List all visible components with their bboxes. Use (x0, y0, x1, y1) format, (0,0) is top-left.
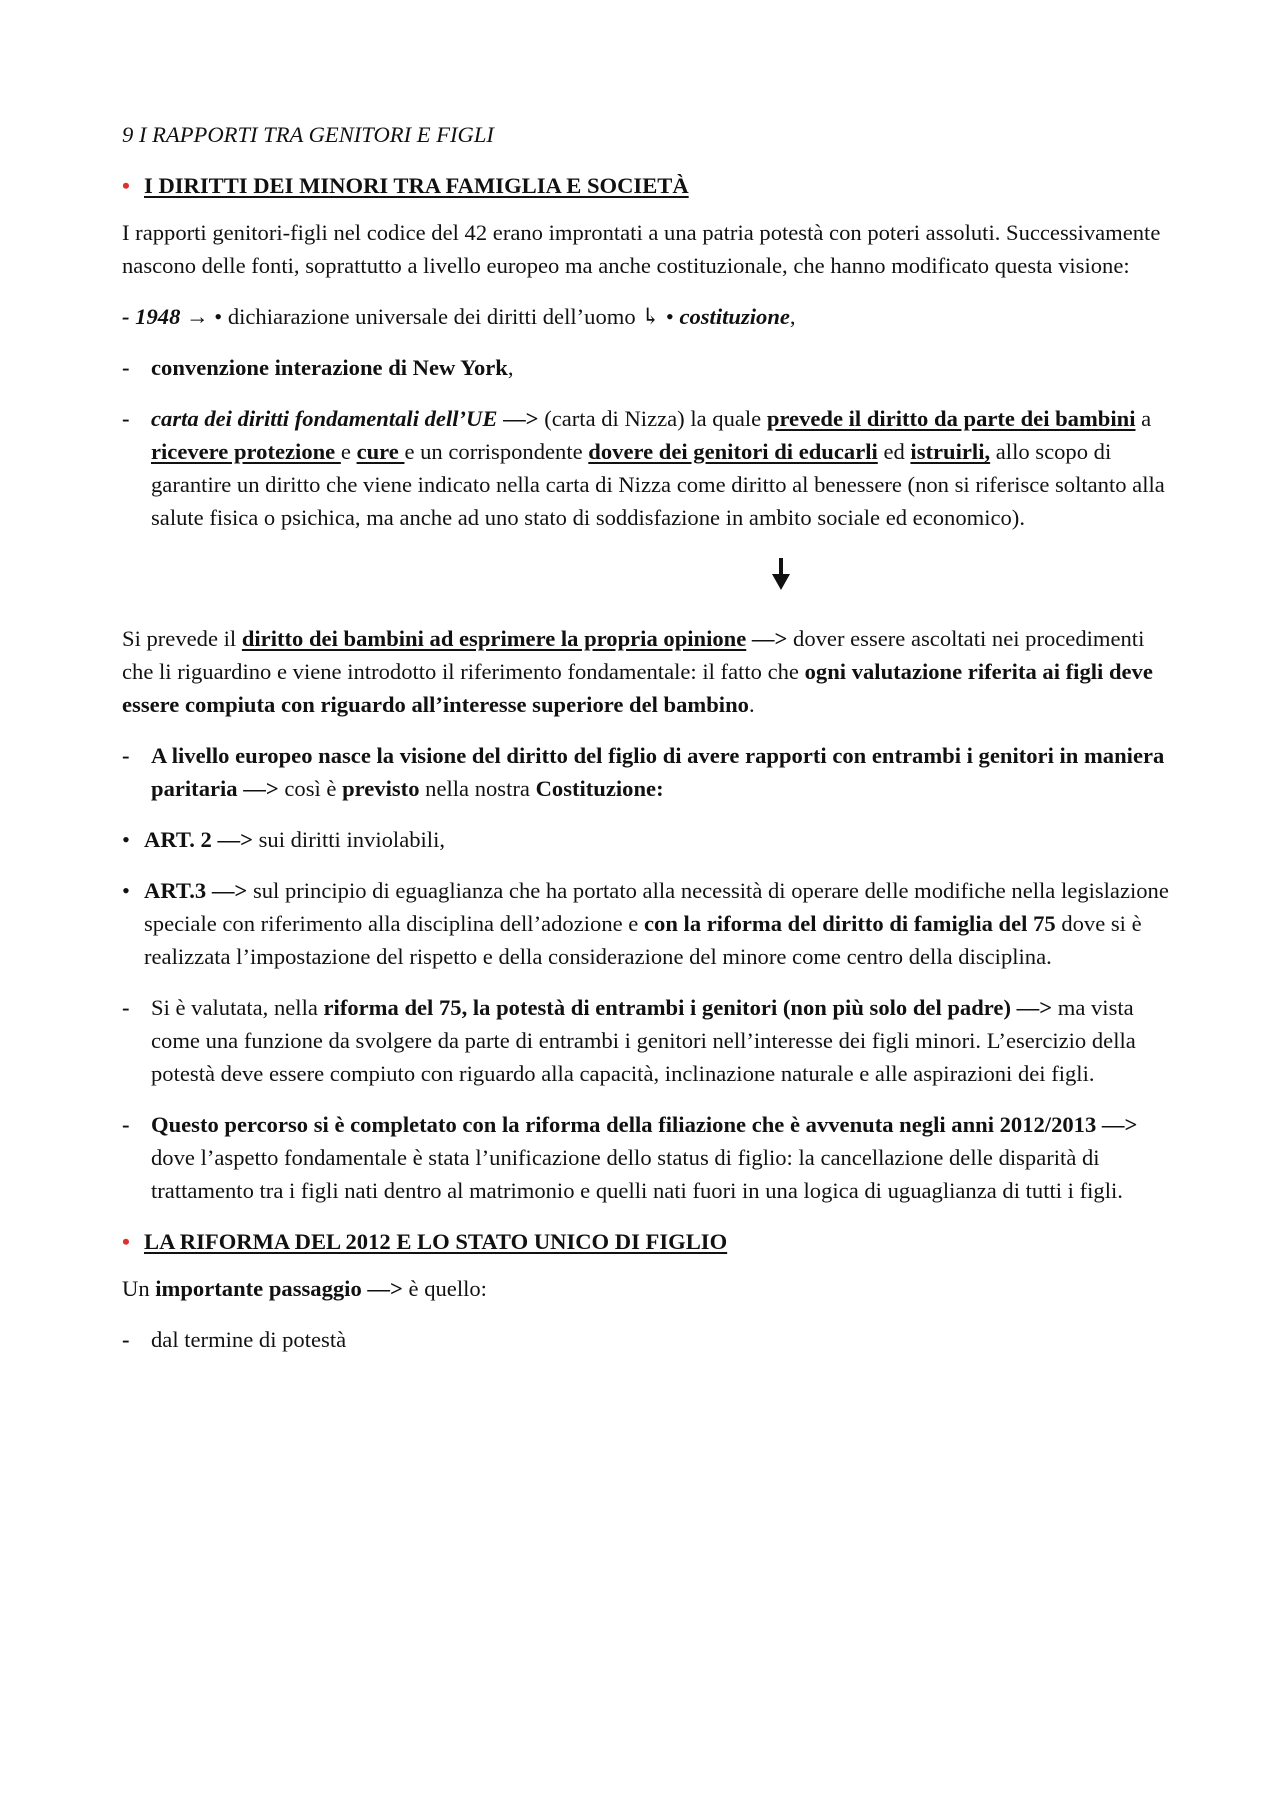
bold-valutazione: ogni valutazione riferita ai figli deve essere compiuta con riguardo all’interesse superiore del bambino (122, 659, 1153, 717)
year-1948: - 1948 (122, 304, 181, 329)
dash-icon: - (122, 406, 130, 431)
bold-costituzione: Costituzione: (535, 776, 664, 801)
underline-diritto-opinione: diritto dei bambini ad esprimere la propria opinione (241, 626, 747, 651)
art2-label: ART. 2 —> (144, 827, 253, 852)
right-arrow-icon: → • (180, 304, 228, 329)
bullet-icon: • (122, 827, 130, 852)
bold-previsto: previsto (342, 776, 420, 801)
comma: , (789, 304, 796, 329)
text-fragment: a (1135, 406, 1152, 431)
underline-ricevere-protezione: ricevere protezione (151, 439, 341, 464)
text-fragment: dove si è realizzata l’impostazione del rispetto e della considerazione del minore come centro della disciplina. (144, 911, 1142, 969)
page-title: 9 I RAPPORTI TRA GENITORI E FIGLI (122, 122, 494, 147)
section-heading-diritti-minori (122, 169, 1170, 202)
text-fragment: sui diritti inviolabili, (252, 827, 445, 852)
convenzione-text: convenzione interazione di New York (151, 355, 508, 380)
underline-dovere-genitori: dovere dei genitori di educarli (588, 439, 878, 464)
dash-icon: - (122, 995, 130, 1020)
document-content (122, 118, 1170, 1374)
text-fragment: allo scopo di garantire un diritto che viene indicato nella carta di Nizza come diritto al benessere (non si riferisce soltanto alla salute fisica o psichica, ma anche ad uno stato di soddisfazione in ambito sociale ed economico). (151, 439, 1165, 530)
text-fragment: dove l’aspetto fondamentale è stata l’unificazione dello status di figlio: la cancellazione delle disparità di trattamento tra i figli nati dentro al matrimonio e quelli nati fuori in una logica di uguaglianza di tutti i figli. (151, 1145, 1123, 1203)
down-arrow-icon (122, 550, 1170, 608)
bullet-icon: • (122, 878, 130, 903)
bullet-icon: • (660, 304, 680, 329)
list-item-art3 (122, 874, 1170, 973)
arrow-text: —> (497, 406, 545, 431)
underline-istruirli: istruirli, (910, 439, 991, 464)
list-item-riforma-filiazione (122, 1108, 1170, 1207)
text-fragment: è quello: (402, 1276, 487, 1301)
paragraph-passaggio (122, 1272, 1170, 1305)
list-item-livello-europeo (122, 739, 1170, 805)
underline-diritto-bambini: prevede il diritto da parte dei bambini (766, 406, 1136, 431)
dichiarazione-text: dichiarazione universale dei diritti dell’uomo (227, 304, 642, 329)
dash-icon: - (122, 1112, 130, 1137)
text-fragment: ma vista come una funzione da svolgere da parte di entrambi i genitori nell’interesse dei figli minori. L’esercizio della potestà deve essere compiuto con riguardo alla capacità, inclinazione naturale e alle aspirazioni dei figli. (151, 995, 1136, 1086)
list-item-convenzione (122, 351, 1170, 384)
arrow-text: —> (746, 626, 794, 651)
text-fragment: nella nostra (419, 776, 536, 801)
red-bullet-icon: • (122, 173, 130, 198)
text-fragment: e un corrispondente (404, 439, 589, 464)
comma: , (507, 355, 514, 380)
bold-livello-europeo: A livello europeo nasce la visione del diritto del figlio di avere rapporti con entrambi i genitori in maniera paritaria —> (151, 743, 1165, 801)
dash-icon: - (122, 743, 130, 768)
potesta-text: dal termine di potestà (151, 1327, 347, 1352)
dash-icon: - (122, 1327, 130, 1352)
bold-passaggio: importante passaggio —> (155, 1276, 403, 1301)
text-fragment: (carta di Nizza) la quale (544, 406, 767, 431)
underline-cure: cure (356, 439, 405, 464)
dash-icon: - (122, 355, 130, 380)
text-fragment: Un (122, 1276, 156, 1301)
text-fragment: Si è valutata, nella (151, 995, 324, 1020)
art3-label: ART.3 —> (144, 878, 248, 903)
text-fragment: e (340, 439, 357, 464)
hook-arrow-icon: ↳ (641, 304, 661, 329)
list-item-potesta (122, 1323, 1170, 1356)
text-fragment: così è (278, 776, 343, 801)
list-item-carta-diritti (122, 402, 1170, 534)
line-1948 (122, 300, 1170, 333)
text-fragment: sul principio di eguaglianza che ha portato alla necessità di operare delle modifiche nella legislazione speciale con riferimento alla disciplina dell’adozione e (144, 878, 1169, 936)
text-fragment: Si prevede il (122, 626, 242, 651)
list-item-art2 (122, 823, 1170, 856)
section-heading-riforma-2012 (122, 1225, 1170, 1258)
intro-paragraph: I rapporti genitori-figli nel codice del 42 erano improntati a una patria potestà con poteri assoluti. Successivamente nascono delle fonti, soprattutto a livello europeo ma anche costituzionale, che hanno modificato questa visione: (122, 220, 1161, 278)
bold-potesta-genitori: riforma del 75, la potestà di entrambi i genitori (non più solo del padre) —> (323, 995, 1053, 1020)
bold-riforma-75: con la riforma del diritto di famiglia del 75 (644, 911, 1056, 936)
paragraph-opinione (122, 622, 1170, 721)
section-heading-text: LA RIFORMA DEL 2012 E LO STATO UNICO DI FIGLIO (144, 1229, 728, 1254)
carta-title: carta dei diritti fondamentali dell’UE (151, 406, 498, 431)
red-bullet-icon: • (122, 1229, 130, 1254)
text-fragment: . (748, 692, 755, 717)
list-item-riforma-75 (122, 991, 1170, 1090)
section-heading-text: I DIRITTI DEI MINORI TRA FAMIGLIA E SOCIETÀ (144, 173, 689, 198)
costituzione-text: costituzione (679, 304, 790, 329)
text-fragment: ed (877, 439, 911, 464)
bold-percorso: Questo percorso si è completato con la riforma della filiazione che è avvenuta negli anni 2012/2013 —> (151, 1112, 1138, 1137)
text-fragment: dover essere ascoltati nei procedimenti che li riguardino e viene introdotto il riferimento fondamentale: il fatto che (122, 626, 1145, 684)
